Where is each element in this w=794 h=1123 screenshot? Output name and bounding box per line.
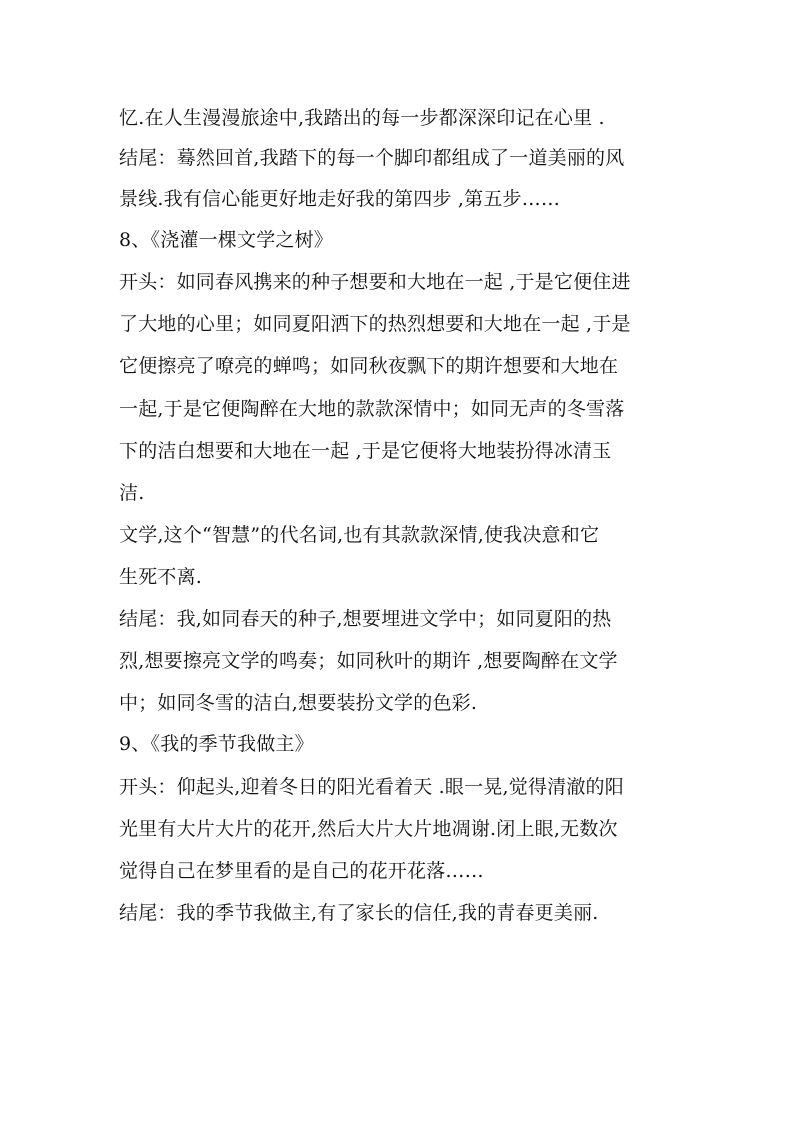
text-line-12: 生死不离. bbox=[119, 566, 203, 588]
section-heading-9: 9、《我的季节我做主》 bbox=[119, 733, 314, 755]
text-line-5: 开头：如同春风携来的种子想要和大地在一起 ,于是它便住进 bbox=[119, 271, 631, 293]
text-line-17: 开头：仰起头,迎着冬日的阳光看着天 .眼一晃,觉得清澈的阳 bbox=[119, 776, 624, 798]
text-line-11: 文学,这个“智慧”的代名词,也有其款款深情,使我决意和它 bbox=[119, 524, 600, 546]
text-line-2: 结尾：蓦然回首,我踏下的每一个脚印都组成了一道美丽的风 bbox=[119, 147, 625, 169]
text-line-19: 觉得自己在梦里看的是自己的花开花落…… bbox=[119, 860, 484, 882]
text-line-6: 了大地的心里；如同夏阳洒下的热烈想要和大地在一起 ,于是 bbox=[119, 313, 631, 335]
text-line-1: 忆.在人生漫漫旅途中,我踏出的每一步都深深印记在心里 . bbox=[119, 107, 605, 129]
text-line-10: 洁. bbox=[119, 482, 145, 504]
text-line-15: 中；如同冬雪的洁白,想要装扮文学的色彩. bbox=[119, 692, 478, 714]
text-line-9: 下的洁白想要和大地在一起 ,于是它便将大地装扮得冰清玉 bbox=[119, 440, 612, 462]
text-line-14: 烈,想要擦亮文学的鸣奏；如同秋叶的期许 ,想要陶醉在文学 bbox=[119, 650, 618, 672]
text-line-8: 一起,于是它便陶醉在大地的款款深情中；如同无声的冬雪落 bbox=[119, 398, 625, 420]
section-heading-8: 8、《浇灌一棵文学之树》 bbox=[119, 229, 333, 251]
text-line-3: 景线.我有信心能更好地走好我的第四步 ,第五步…… bbox=[119, 188, 561, 210]
text-line-7: 它便擦亮了嘹亮的蝉鸣；如同秋夜飘下的期许想要和大地在 bbox=[119, 355, 619, 377]
text-line-13: 结尾：我,如同春天的种子,想要埋进文学中；如同夏阳的热 bbox=[119, 608, 612, 630]
text-line-18: 光里有大片大片的花开,然后大片大片地凋谢.闭上眼,无数次 bbox=[119, 818, 618, 840]
text-line-20: 结尾：我的季节我做主,有了家长的信任,我的青春更美丽. bbox=[119, 902, 599, 924]
